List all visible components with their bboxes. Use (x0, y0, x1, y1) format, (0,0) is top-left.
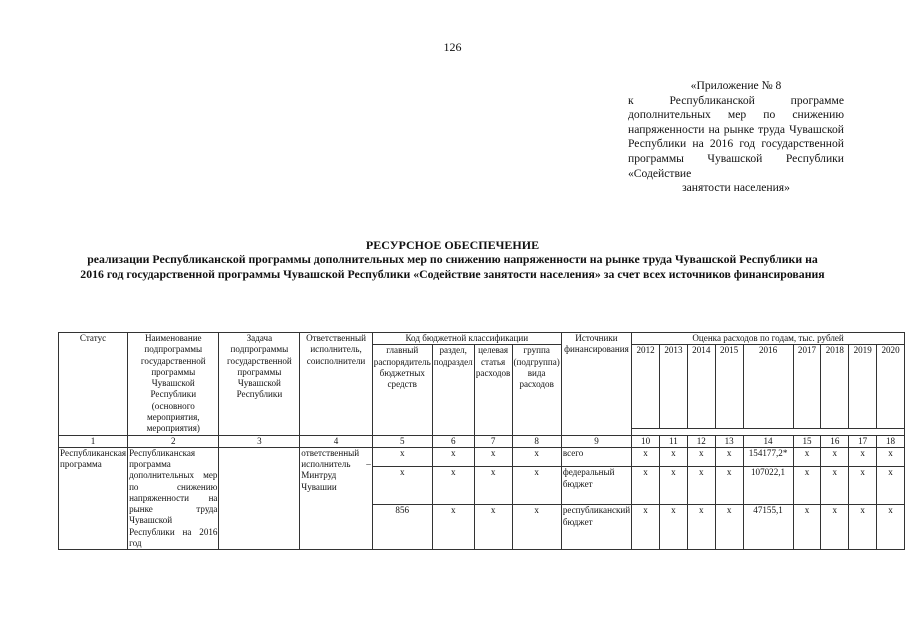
col-number: 2 (128, 435, 219, 447)
value-cell: х (793, 447, 821, 467)
executor-cell: ответственный исполнитель – Минтруд Чувашии (300, 447, 372, 550)
col-number: 9 (561, 435, 631, 447)
header-year: 2020 (877, 345, 905, 429)
column-number-row (59, 435, 905, 447)
value-cell: х (877, 447, 905, 467)
col-number: 16 (821, 435, 849, 447)
header-year: 2018 (821, 345, 849, 429)
value-cell: х (877, 467, 905, 505)
header-year: 2019 (849, 345, 877, 429)
col-number: 11 (660, 435, 688, 447)
header-executor: Ответственный исполнитель, соисполнители (300, 333, 372, 436)
value-cell: 154177,2* (743, 447, 793, 467)
resource-table (58, 332, 905, 550)
program-name-cell: Республиканская программа дополнительных мер по снижению напряженности на рынке труда Чувашской Республики на 2016 год (129, 447, 218, 549)
value-cell: х (821, 505, 849, 550)
section-cell: х (432, 505, 474, 550)
value-cell: х (660, 467, 688, 505)
table-row (59, 447, 905, 467)
value-cell: 107022,1 (743, 467, 793, 505)
value-cell: х (793, 505, 821, 550)
header-grbs: главный распорядитель бюджетных средств (372, 345, 432, 435)
value-cell: х (877, 505, 905, 550)
group-cell: х (512, 447, 561, 467)
grbs-cell: 856 (372, 505, 432, 550)
header-year: 2015 (715, 345, 743, 429)
header-year: 2012 (632, 345, 660, 429)
value-cell: х (687, 447, 715, 467)
header-year: 2016 (743, 345, 793, 429)
section-cell: х (432, 467, 474, 505)
section-cell: х (432, 447, 474, 467)
value-cell: х (632, 467, 660, 505)
header-status: Статус (59, 333, 128, 436)
col-number: 1 (59, 435, 128, 447)
value-cell: х (660, 505, 688, 550)
col-number: 7 (474, 435, 512, 447)
group-cell: х (512, 505, 561, 550)
value-cell: х (687, 467, 715, 505)
header-section: раздел, подраздел (432, 345, 474, 435)
value-cell: х (632, 447, 660, 467)
header-article: целевая статья расходов (474, 345, 512, 435)
document-subtitle: реализации Республиканской программы дополнительных мер по снижению напряженности на рынке труда Чувашской Республики на 2016 год государственной программы Чувашской Республики «Содействие занятости населения» за счет всех источников финансирования (80, 252, 825, 281)
article-cell: х (474, 467, 512, 505)
value-cell: х (849, 505, 877, 550)
col-number: 5 (372, 435, 432, 447)
article-cell: х (474, 447, 512, 467)
header-year: 2014 (687, 345, 715, 429)
header-estimate: Оценка расходов по годам, тыс. рублей (632, 333, 905, 345)
value-cell: х (821, 447, 849, 467)
value-cell: х (687, 505, 715, 550)
header-year: 2013 (660, 345, 688, 429)
header-name: Наименование подпрограммы государственной программы Чувашской Республики (основного мероприятия, мероприятия) (128, 333, 219, 436)
grbs-cell: х (372, 467, 432, 505)
col-number: 6 (432, 435, 474, 447)
col-number: 15 (793, 435, 821, 447)
source-cell: республиканский бюджет (561, 505, 631, 550)
header-year: 2017 (793, 345, 821, 429)
appendix-last-line: занятости населения» (682, 181, 790, 195)
appendix-block (628, 79, 844, 196)
header-row-1 (59, 333, 905, 345)
col-number: 10 (632, 435, 660, 447)
value-cell: х (821, 467, 849, 505)
col-number: 14 (743, 435, 793, 447)
header-task: Задача подпрограммы государственной программы Чувашской Республики (219, 333, 300, 436)
col-number: 18 (877, 435, 905, 447)
col-number: 17 (849, 435, 877, 447)
value-cell: х (715, 505, 743, 550)
col-number: 8 (512, 435, 561, 447)
status-cell: Республиканская программа (59, 447, 128, 550)
value-cell: х (632, 505, 660, 550)
source-cell: федеральный бюджет (561, 467, 631, 505)
value-cell: х (793, 467, 821, 505)
value-cell: х (849, 467, 877, 505)
appendix-title: «Приложение № 8 (690, 79, 782, 92)
source-cell: всего (561, 447, 631, 467)
appendix-body: к Республиканской программе дополнительных мер по снижению напряженности на рынке труда Чувашской Республики на 2016 год государственной программы Чувашской Республики «Содействие (628, 93, 844, 180)
group-cell: х (512, 467, 561, 505)
document-title: РЕСУРСНОЕ ОБЕСПЕЧЕНИЕ (365, 238, 540, 252)
header-source: Источники финансирования (561, 333, 631, 436)
page-number: 126 (443, 40, 462, 54)
value-cell: х (715, 467, 743, 505)
task-cell (219, 447, 300, 550)
grbs-cell: х (372, 447, 432, 467)
value-cell: х (715, 447, 743, 467)
value-cell: х (660, 447, 688, 467)
col-number: 3 (219, 435, 300, 447)
col-number: 4 (300, 435, 372, 447)
col-number: 12 (687, 435, 715, 447)
value-cell: 47155,1 (743, 505, 793, 550)
article-cell: х (474, 505, 512, 550)
value-cell: х (849, 447, 877, 467)
col-number: 13 (715, 435, 743, 447)
header-group: группа (подгруппа) вида расходов (512, 345, 561, 435)
header-budget-code: Код бюджетной классификации (372, 333, 561, 345)
